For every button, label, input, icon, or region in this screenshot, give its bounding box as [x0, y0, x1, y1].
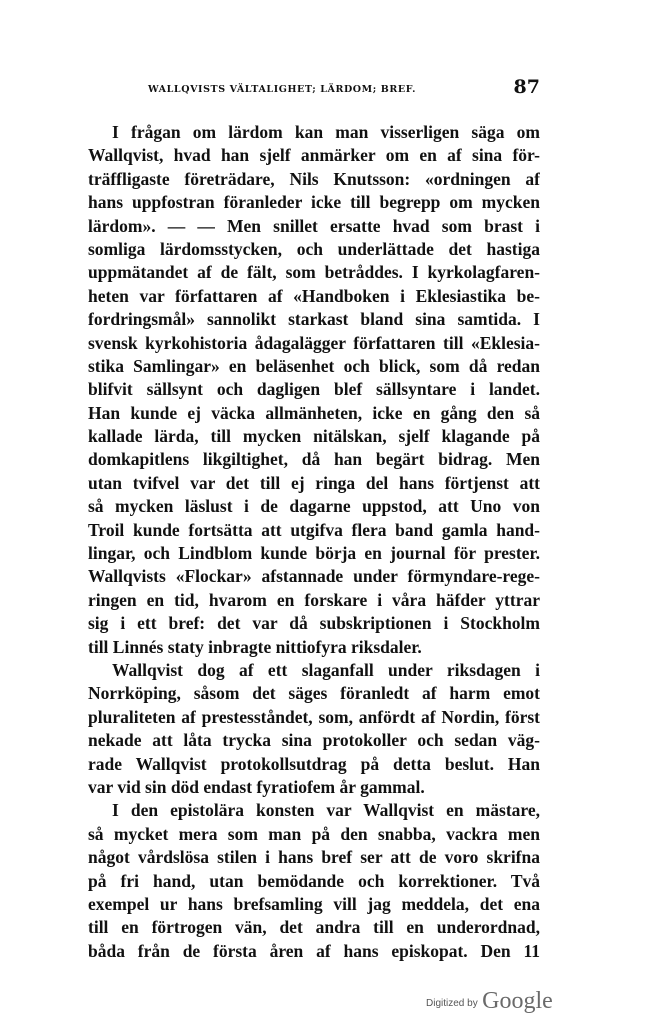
text-line: var vid sin död endast fyratiofem år gammal.	[88, 776, 425, 797]
text-line: så mycken läslust i de dagarne uppstod, att Uno von	[88, 496, 540, 517]
running-title: WALLQVISTS VÄLTALIGHET; LÄRDOM; BREF.	[148, 84, 417, 95]
text-line: på fri hand, utan bemödande och korrektioner. Två	[88, 870, 540, 891]
text-line: Han kunde ej väcka allmänheten, icke en gång den så	[88, 402, 540, 423]
text-line: nekade att låta trycka sina protokoller och sedan väg-	[88, 730, 540, 751]
google-logo: Google	[482, 988, 553, 1014]
text-line: sig i ett bref: det var då subskriptionen i Stockholm	[88, 613, 540, 634]
text-line: kallade lärda, till mycken nitälskan, sjelf klagande på	[88, 426, 540, 447]
digitized-watermark	[426, 988, 553, 1015]
text-line: båda från de första åren af hans episkopat. Den 11	[88, 940, 540, 961]
text-line: ringen en tid, hvarom en forskare i våra häfder yttrar	[88, 589, 540, 610]
body-text	[88, 121, 540, 963]
text-line: Wallqvists «Flockar» afstannade under förmyndare-rege-	[88, 566, 540, 587]
text-line: Troil kunde fortsätta att utgifva flera band gamla hand-	[88, 519, 540, 540]
text-line: pluraliteten af prestesståndet, som, anfördt af Nordin, först	[88, 706, 540, 727]
text-line: till Linnés staty inbragte nittiofyra riksdaler.	[88, 636, 422, 657]
digitized-label: Digitized by	[426, 998, 478, 1009]
text-line: I den epistolära konsten var Wallqvist en mästare,	[112, 800, 540, 821]
text-line: Norrköping, såsom det säges föranledt af harm emot	[88, 683, 540, 704]
text-line: fordringsmål» sannolikt starkast bland sina samtida. I	[88, 309, 540, 330]
text-line: till en förtrogen vän, det andra till en underordnad,	[88, 917, 540, 938]
text-line: somliga lärdomsstycken, och underlättade det hastiga	[88, 238, 540, 259]
text-line: så mycket mera som man på den snabba, vackra men	[88, 823, 540, 844]
text-line: träffligaste företrädare, Nils Knutsson: «ordningen af	[88, 168, 540, 189]
text-line: lingar, och Lindblom kunde börja en journal för prester.	[88, 543, 540, 564]
text-line: lärdom». — — Men snillet ersatte hvad som brast i	[88, 215, 540, 236]
text-line: heten var författaren af «Handboken i Eklesiastika be-	[88, 285, 540, 306]
text-line: exempel ur hans brefsamling vill jag meddela, det ena	[88, 893, 540, 914]
text-line: domkapitlens likgiltighet, då han begärt bidrag. Men	[88, 449, 540, 470]
text-line: Wallqvist dog af ett slaganfall under riksdagen i	[112, 659, 540, 680]
text-line: något vårdslösa stilen i hans bref ser att de voro skrifna	[88, 847, 540, 868]
text-line: hans uppfostran föranleder icke till begrepp om mycken	[88, 192, 540, 213]
text-line: svensk kyrkohistoria ådagalägger författaren till «Eklesia-	[88, 332, 540, 353]
running-head	[88, 76, 540, 100]
text-line: rade Wallqvist protokollsutdrag på detta beslut. Han	[88, 753, 540, 774]
text-line: Wallqvist, hvad han sjelf anmärker om en af sina för-	[88, 145, 540, 166]
text-line: uppmätandet af de fält, som betråddes. I kyrkolagfaren-	[88, 262, 540, 283]
page-number: 87	[513, 76, 540, 98]
text-line: I frågan om lärdom kan man visserligen säga om	[112, 122, 540, 142]
text-line: stika Samlingar» en beläsenhet och blick, som då redan	[88, 355, 540, 376]
text-line: blifvit sällsynt och dagligen blef sällsyntare i landet.	[88, 379, 540, 400]
text-line: utan tvifvel var det till ej ringa del hans förtjenst att	[88, 472, 540, 493]
